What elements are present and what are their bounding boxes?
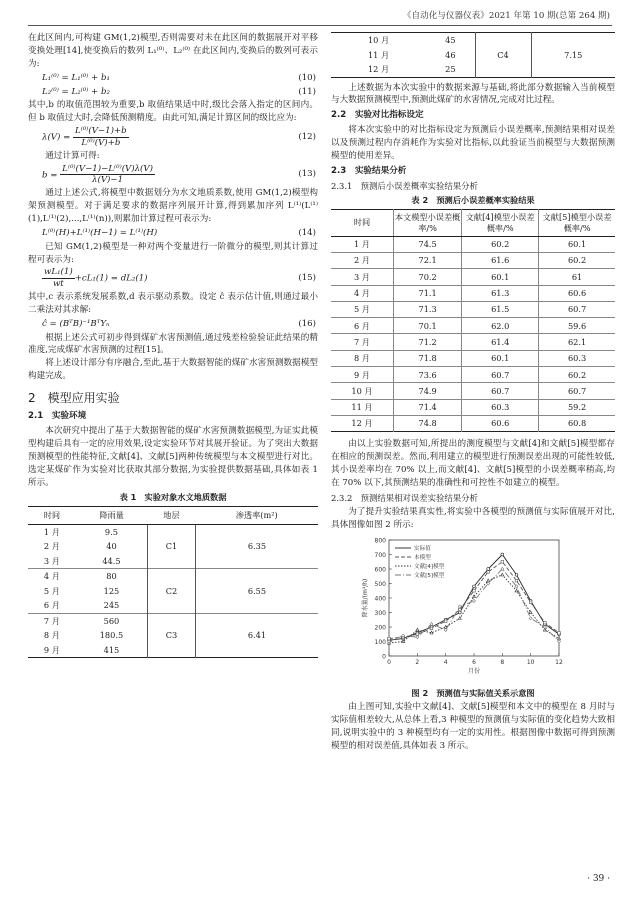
table-cell: 4 月 bbox=[28, 569, 76, 584]
table-cell: 60.1 bbox=[462, 350, 539, 366]
table-cell: 59.6 bbox=[539, 318, 615, 334]
subsubsection-heading: 2.3.1 预测后小误差概率实验结果分析 bbox=[331, 180, 478, 191]
figure-2-caption: 图 2 预测值与实际值关系示意图 bbox=[411, 688, 535, 699]
legend-entry: 文献[5]模型 bbox=[414, 573, 445, 580]
table-cell: 60.7 bbox=[462, 383, 539, 399]
table-row bbox=[28, 524, 318, 539]
table-row bbox=[331, 383, 615, 399]
table-cell: 60.3 bbox=[539, 350, 615, 366]
table-cell: 6.41 bbox=[195, 613, 318, 658]
equation-number: (10) bbox=[298, 72, 316, 83]
data-point bbox=[501, 573, 504, 576]
table-row bbox=[331, 269, 615, 285]
table-row bbox=[331, 367, 615, 383]
paragraph: 上述数据为本次实验中的数据来源与基础,将此部分数据输入当前模型与大数据预测模型中,预测此煤矿的水害情况,完成对比过程。 bbox=[331, 82, 615, 106]
numerator: wL₁(1) bbox=[44, 267, 73, 278]
table-cell: 9.5 bbox=[104, 526, 118, 537]
table-cell: 1 月 bbox=[43, 526, 60, 537]
table-row bbox=[28, 569, 318, 584]
figure-2-chart bbox=[331, 532, 615, 680]
data-point bbox=[501, 561, 504, 564]
paragraph: 将上述设计部分有序融合,至此,基于大数据智能的煤矿水害预测数据模型构建完成。 bbox=[28, 358, 318, 382]
y-tick-label: 800 bbox=[374, 537, 386, 545]
data-point bbox=[473, 590, 476, 593]
table-cell: 40 bbox=[106, 541, 117, 552]
paragraph: 由以上实验数据可知,所提出的测度模型与文献[4]和文献[5]模型都存在相应的预测误差。然而,利用建立的模型进行预测误差出现的可能性较低,其小误差率均在 70% 以上,而文献[4]、文献[5]模型的小误差概率稍高,均在 70% 以下,其预测结果的准确性和可控性不如建立的模型。 bbox=[331, 439, 615, 488]
table-2 bbox=[331, 209, 615, 433]
table-row bbox=[331, 334, 615, 350]
table-cell: 25 bbox=[445, 64, 456, 75]
table-cell: 61.5 bbox=[462, 301, 539, 317]
table-cell: 60.6 bbox=[539, 285, 615, 301]
table-cell: 70.2 bbox=[393, 269, 461, 285]
legend-entry: 本模型 bbox=[414, 555, 431, 562]
table-cell: 8 月 bbox=[43, 630, 60, 641]
table-cell: 6 月 bbox=[43, 600, 60, 611]
table-cell: 6.55 bbox=[195, 569, 318, 614]
table-cell: 12 月 bbox=[331, 415, 393, 431]
equation-lhs: b = bbox=[42, 170, 58, 181]
table-cell: 11 月 bbox=[367, 49, 390, 60]
data-point bbox=[458, 611, 461, 614]
table-cell: 5 月 bbox=[43, 585, 60, 596]
table-cell: 71.8 bbox=[393, 350, 461, 366]
equation-16 bbox=[28, 318, 318, 331]
table-cell: 2 月 bbox=[43, 541, 60, 552]
table-cell: 7.15 bbox=[564, 49, 583, 60]
table-cell: 74.8 bbox=[393, 415, 461, 431]
table-1 bbox=[28, 506, 318, 659]
x-tick-label: 8 bbox=[500, 659, 505, 667]
table-row bbox=[331, 236, 615, 252]
denominator: wt bbox=[52, 279, 64, 290]
y-tick-label: 0 bbox=[382, 653, 386, 661]
table-cell: 71.1 bbox=[393, 285, 461, 301]
data-point bbox=[473, 585, 476, 588]
paragraph: 本次研究中提出了基于大数据智能的煤矿水害预测数据模型,为证实此模型构建后具有一定的应用效果,设定实验环节对其展开验证。为了突出大数据预测模型的性能特征,文献[4]、文献[5]两种传统模型与本文模型进行对比。选定某煤矿作为实验对比获取其部分数据,为实验提供数据基础,具体如表 1 所示。 bbox=[28, 426, 318, 488]
equation-12 bbox=[28, 126, 318, 148]
paragraph: 将本次实验中的对比指标设定为预测后小误差概率,预测结果相对误差以及预测过程内存消耗作为实验对比指标,以此验证当前模型与大数据预测模型的使用差异。 bbox=[331, 125, 615, 161]
table-row bbox=[331, 399, 615, 415]
fraction bbox=[73, 126, 129, 148]
table-cell: 60.1 bbox=[462, 269, 539, 285]
y-tick-label: 100 bbox=[374, 639, 386, 647]
journal-header: 《自动化与仪器仪表》2021 年第 10 期(总第 264 期) bbox=[402, 11, 610, 21]
equation-number: (13) bbox=[298, 169, 316, 180]
equation-rhs: +cL₁(1) = dL₂(1) bbox=[74, 274, 148, 285]
table-cell: 61.4 bbox=[462, 334, 539, 350]
table-cell: 61 bbox=[539, 269, 615, 285]
page-number: · 39 · bbox=[587, 873, 610, 884]
table-header-cell: 渗透率(m²) bbox=[195, 506, 318, 524]
left-column bbox=[28, 32, 318, 658]
y-tick-label: 200 bbox=[374, 624, 386, 632]
table-cell: 60.3 bbox=[462, 399, 539, 415]
table-cell: 60.2 bbox=[462, 236, 539, 252]
table-row bbox=[331, 285, 615, 301]
table-1-caption: 表 1 实验对象水文地质数据 bbox=[119, 492, 227, 503]
data-point bbox=[444, 620, 447, 623]
x-tick-label: 4 bbox=[443, 659, 448, 667]
data-point bbox=[416, 636, 419, 639]
table-cell: 60.6 bbox=[462, 415, 539, 431]
table-cell: 12 月 bbox=[367, 64, 390, 75]
table-cell: 60.2 bbox=[539, 367, 615, 383]
equation-body: L₁⁽⁰⁾ = L₁⁽⁰⁾ + b₁ bbox=[42, 72, 110, 83]
table-cell: 46 bbox=[445, 49, 456, 60]
table-cell: 44.5 bbox=[102, 555, 121, 566]
table-cell: C4 bbox=[475, 33, 531, 78]
y-axis-label: 降水量/(m³/h) bbox=[362, 578, 369, 618]
table-cell: 80 bbox=[76, 569, 148, 584]
subsection-heading: 2.2 实验对比指标设定 bbox=[331, 110, 424, 121]
y-tick-label: 700 bbox=[374, 552, 386, 560]
table-row bbox=[331, 33, 615, 48]
table-header-cell: 本文模型小误差概率/% bbox=[393, 209, 461, 236]
table-cell: 70.1 bbox=[393, 318, 461, 334]
fraction bbox=[60, 164, 155, 186]
table-row bbox=[28, 613, 318, 628]
equation-body: L⁽⁰⁾(H)+L⁽¹⁾(H−1) = L⁽¹⁾(H) bbox=[42, 227, 158, 238]
data-point bbox=[416, 628, 419, 631]
numerator: L⁽⁰⁾(V−1)+b bbox=[75, 126, 127, 137]
table-cell: 10 月 bbox=[367, 35, 390, 46]
table-cell: 10 月 bbox=[331, 383, 393, 399]
equation-lhs: λ(V) = bbox=[42, 132, 71, 143]
table-cell: 60.7 bbox=[462, 367, 539, 383]
data-point bbox=[558, 632, 561, 635]
table-cell: 60.2 bbox=[539, 252, 615, 268]
table-header-cell: 时间 bbox=[331, 209, 393, 236]
x-tick-label: 10 bbox=[526, 659, 535, 667]
table-cell: 60.1 bbox=[539, 236, 615, 252]
right-column bbox=[331, 32, 615, 753]
fraction bbox=[42, 267, 75, 289]
denominator: λ(V)−1 bbox=[92, 175, 124, 186]
table-cell: 59.2 bbox=[539, 399, 615, 415]
table-cell: 11 月 bbox=[331, 399, 393, 415]
table-cell: 71.2 bbox=[393, 334, 461, 350]
x-tick-label: 12 bbox=[555, 659, 563, 667]
data-point bbox=[487, 568, 490, 571]
table-cell: 61.6 bbox=[462, 252, 539, 268]
table-header-cell: 降雨量 bbox=[76, 506, 148, 524]
paragraph: 其中,b 的取值范围较为重要,b 取值结果适中时,级比会落入指定的区间内。但 b 取值过大时,会降低预测精度。由此可知,满足计算区间的级比应为: bbox=[28, 100, 318, 124]
data-point bbox=[473, 599, 476, 602]
paragraph: 根据上述公式可初步得到煤矿水害预测值,通过残差检验验证此结果的精准度,完成煤矿水害预测的过程[15]。 bbox=[28, 332, 318, 356]
subsection-heading: 2.3 实验结果分析 bbox=[331, 165, 407, 176]
header-rule bbox=[28, 25, 612, 26]
table-cell: 4 月 bbox=[331, 285, 393, 301]
numerator: L⁽⁰⁾(V−1)−L⁽⁰⁾(V)λ(V) bbox=[62, 163, 153, 174]
data-point bbox=[558, 637, 561, 640]
data-point bbox=[430, 627, 433, 630]
table-cell: 45 bbox=[445, 35, 456, 46]
table-header-cell: 文献[5]模型小误差概率/% bbox=[539, 209, 615, 236]
table-cell: 9 月 bbox=[43, 644, 60, 655]
table-cell: 9 月 bbox=[331, 367, 393, 383]
table-cell: 5 月 bbox=[331, 301, 393, 317]
data-point bbox=[544, 622, 547, 625]
table-cell: 7 月 bbox=[331, 334, 393, 350]
table-header-cell: 地层 bbox=[148, 506, 196, 524]
equation-11 bbox=[28, 86, 318, 99]
subsubsection-heading: 2.3.2 预测结果相对误差实验结果分析 bbox=[331, 492, 478, 503]
table-cell: 180.5 bbox=[99, 630, 124, 641]
data-point bbox=[529, 617, 532, 620]
table-row bbox=[331, 252, 615, 268]
table-cell: 60.7 bbox=[539, 301, 615, 317]
equation-15 bbox=[28, 267, 318, 289]
table-cell: 125 bbox=[103, 585, 120, 596]
paragraph: 由上图可知,实验中文献[4]、文献[5]模型和本文中的模型在 8 月时与实际值相差较大,从总体上看,3 种模型的预测值与实际值的变化趋势大致相同,说明实验中的 3 种模型均有一定的实用性。根据图像中数据可得到预测模型的相对误差值,具体如表 3 所示。 bbox=[331, 702, 615, 752]
x-axis-label: 月份 bbox=[467, 668, 481, 676]
table-cell: 6 月 bbox=[331, 318, 393, 334]
table-cell: 74.9 bbox=[393, 383, 461, 399]
x-tick-label: 6 bbox=[472, 659, 476, 667]
table-cell: 415 bbox=[103, 644, 120, 655]
table-cell: 560 bbox=[76, 613, 148, 628]
paragraph: 已知 GM(1,2)模型是一种对两个变量进行一阶微分的模型,则其计算过程可表示为: bbox=[28, 241, 318, 265]
x-tick-label: 0 bbox=[387, 659, 391, 667]
subsection-heading: 2.1 实验环境 bbox=[28, 411, 87, 422]
legend-entry: 实际值 bbox=[414, 546, 431, 553]
data-point bbox=[515, 579, 518, 582]
y-tick-label: 500 bbox=[374, 581, 386, 589]
table-cell: 60.7 bbox=[539, 383, 615, 399]
paragraph: 在此区间内,可构建 GM(1,2)模型,否则需要对未在此区间的数据展开对平移变换处理[14],使变换后的数列 L₁⁽⁰⁾、L₂⁽⁰⁾ 在此区间内,变换后的数列可表示为: bbox=[28, 33, 318, 69]
equation-body: ĉ = (BᵀB)⁻¹BᵀYₙ bbox=[42, 318, 110, 329]
data-point bbox=[430, 631, 433, 634]
equation-number: (14) bbox=[298, 227, 316, 238]
table-cell: 2 月 bbox=[331, 252, 393, 268]
y-tick-label: 600 bbox=[374, 566, 386, 574]
table-row bbox=[331, 415, 615, 431]
paragraph: 其中,c 表示系统发展系数,d 表示驱动系数。设定 ĉ 表示估计值,则通过最小二乘法对其求解: bbox=[28, 291, 318, 315]
data-point bbox=[487, 571, 490, 574]
table-cell: C3 bbox=[148, 613, 196, 658]
equation-14 bbox=[28, 227, 318, 240]
table-2-caption: 表 2 预测后小误差概率实验结果 bbox=[411, 195, 535, 206]
y-tick-label: 400 bbox=[374, 595, 386, 603]
table-cell: 60.8 bbox=[539, 415, 615, 431]
denominator: L⁽⁰⁾(V)+b bbox=[81, 137, 121, 148]
paragraph: 为了提升实验结果真实性,将实验中各模型的预测值与实际值展开对比,具体图像如图 2 所示: bbox=[331, 507, 615, 531]
x-tick-label: 2 bbox=[415, 659, 420, 667]
data-point bbox=[515, 589, 518, 592]
table-cell: C2 bbox=[148, 569, 196, 614]
section-heading: 2 模型应用实验 bbox=[28, 391, 120, 406]
table-row bbox=[331, 301, 615, 317]
equation-13 bbox=[28, 164, 318, 186]
equation-number: (11) bbox=[298, 86, 316, 97]
table-cell: 71.3 bbox=[393, 301, 461, 317]
table-row bbox=[331, 318, 615, 334]
table-header-cell: 文献[4]模型小误差概率/% bbox=[462, 209, 539, 236]
data-point bbox=[444, 628, 447, 631]
data-point bbox=[487, 579, 490, 582]
equation-number: (12) bbox=[298, 132, 316, 143]
table-cell: 6.35 bbox=[247, 541, 267, 552]
legend-entry: 文献[4]模型 bbox=[414, 564, 445, 571]
table-cell: C1 bbox=[148, 524, 196, 569]
table-cell: 245 bbox=[103, 600, 120, 611]
paragraph: 通过计算可得: bbox=[45, 150, 100, 161]
data-point bbox=[501, 553, 504, 556]
table-cell: 62.0 bbox=[462, 318, 539, 334]
paragraph: 通过上述公式,将模型中数据划分为水文地质系数,使用 GM(1,2)模型构架预测模型。对于满足要求的数据序列展开计算,得到累加序列 L⁽¹⁾(L⁽¹⁾(1),L⁽¹⁾(2),...,L⁽¹⁾(n)),则累加计算过程可表示为: bbox=[28, 188, 318, 224]
table-cell: 3 月 bbox=[43, 555, 60, 566]
table-cell: 74.5 bbox=[393, 236, 461, 252]
table-cell: 62.1 bbox=[539, 334, 615, 350]
table-cell: 8 月 bbox=[331, 350, 393, 366]
table-cell: 3 月 bbox=[331, 269, 393, 285]
table-row bbox=[331, 350, 615, 366]
equation-10 bbox=[28, 72, 318, 85]
table-header-cell: 时间 bbox=[28, 506, 76, 524]
data-point bbox=[515, 574, 518, 577]
y-tick-label: 300 bbox=[374, 610, 386, 618]
data-point bbox=[458, 617, 461, 620]
table-cell: 1 月 bbox=[331, 236, 393, 252]
table-cell: 71.4 bbox=[393, 399, 461, 415]
equation-number: (16) bbox=[298, 318, 316, 329]
equation-body: L₂⁽⁰⁾ = L₂⁽⁰⁾ + b₂ bbox=[42, 86, 110, 97]
table-cell: 73.6 bbox=[393, 367, 461, 383]
equation-number: (15) bbox=[298, 273, 316, 284]
table-1-continued bbox=[331, 32, 615, 78]
table-cell: 61.3 bbox=[462, 285, 539, 301]
table-cell: 72.1 bbox=[393, 252, 461, 268]
data-point bbox=[529, 601, 532, 604]
table-cell: 7 月 bbox=[28, 613, 76, 628]
